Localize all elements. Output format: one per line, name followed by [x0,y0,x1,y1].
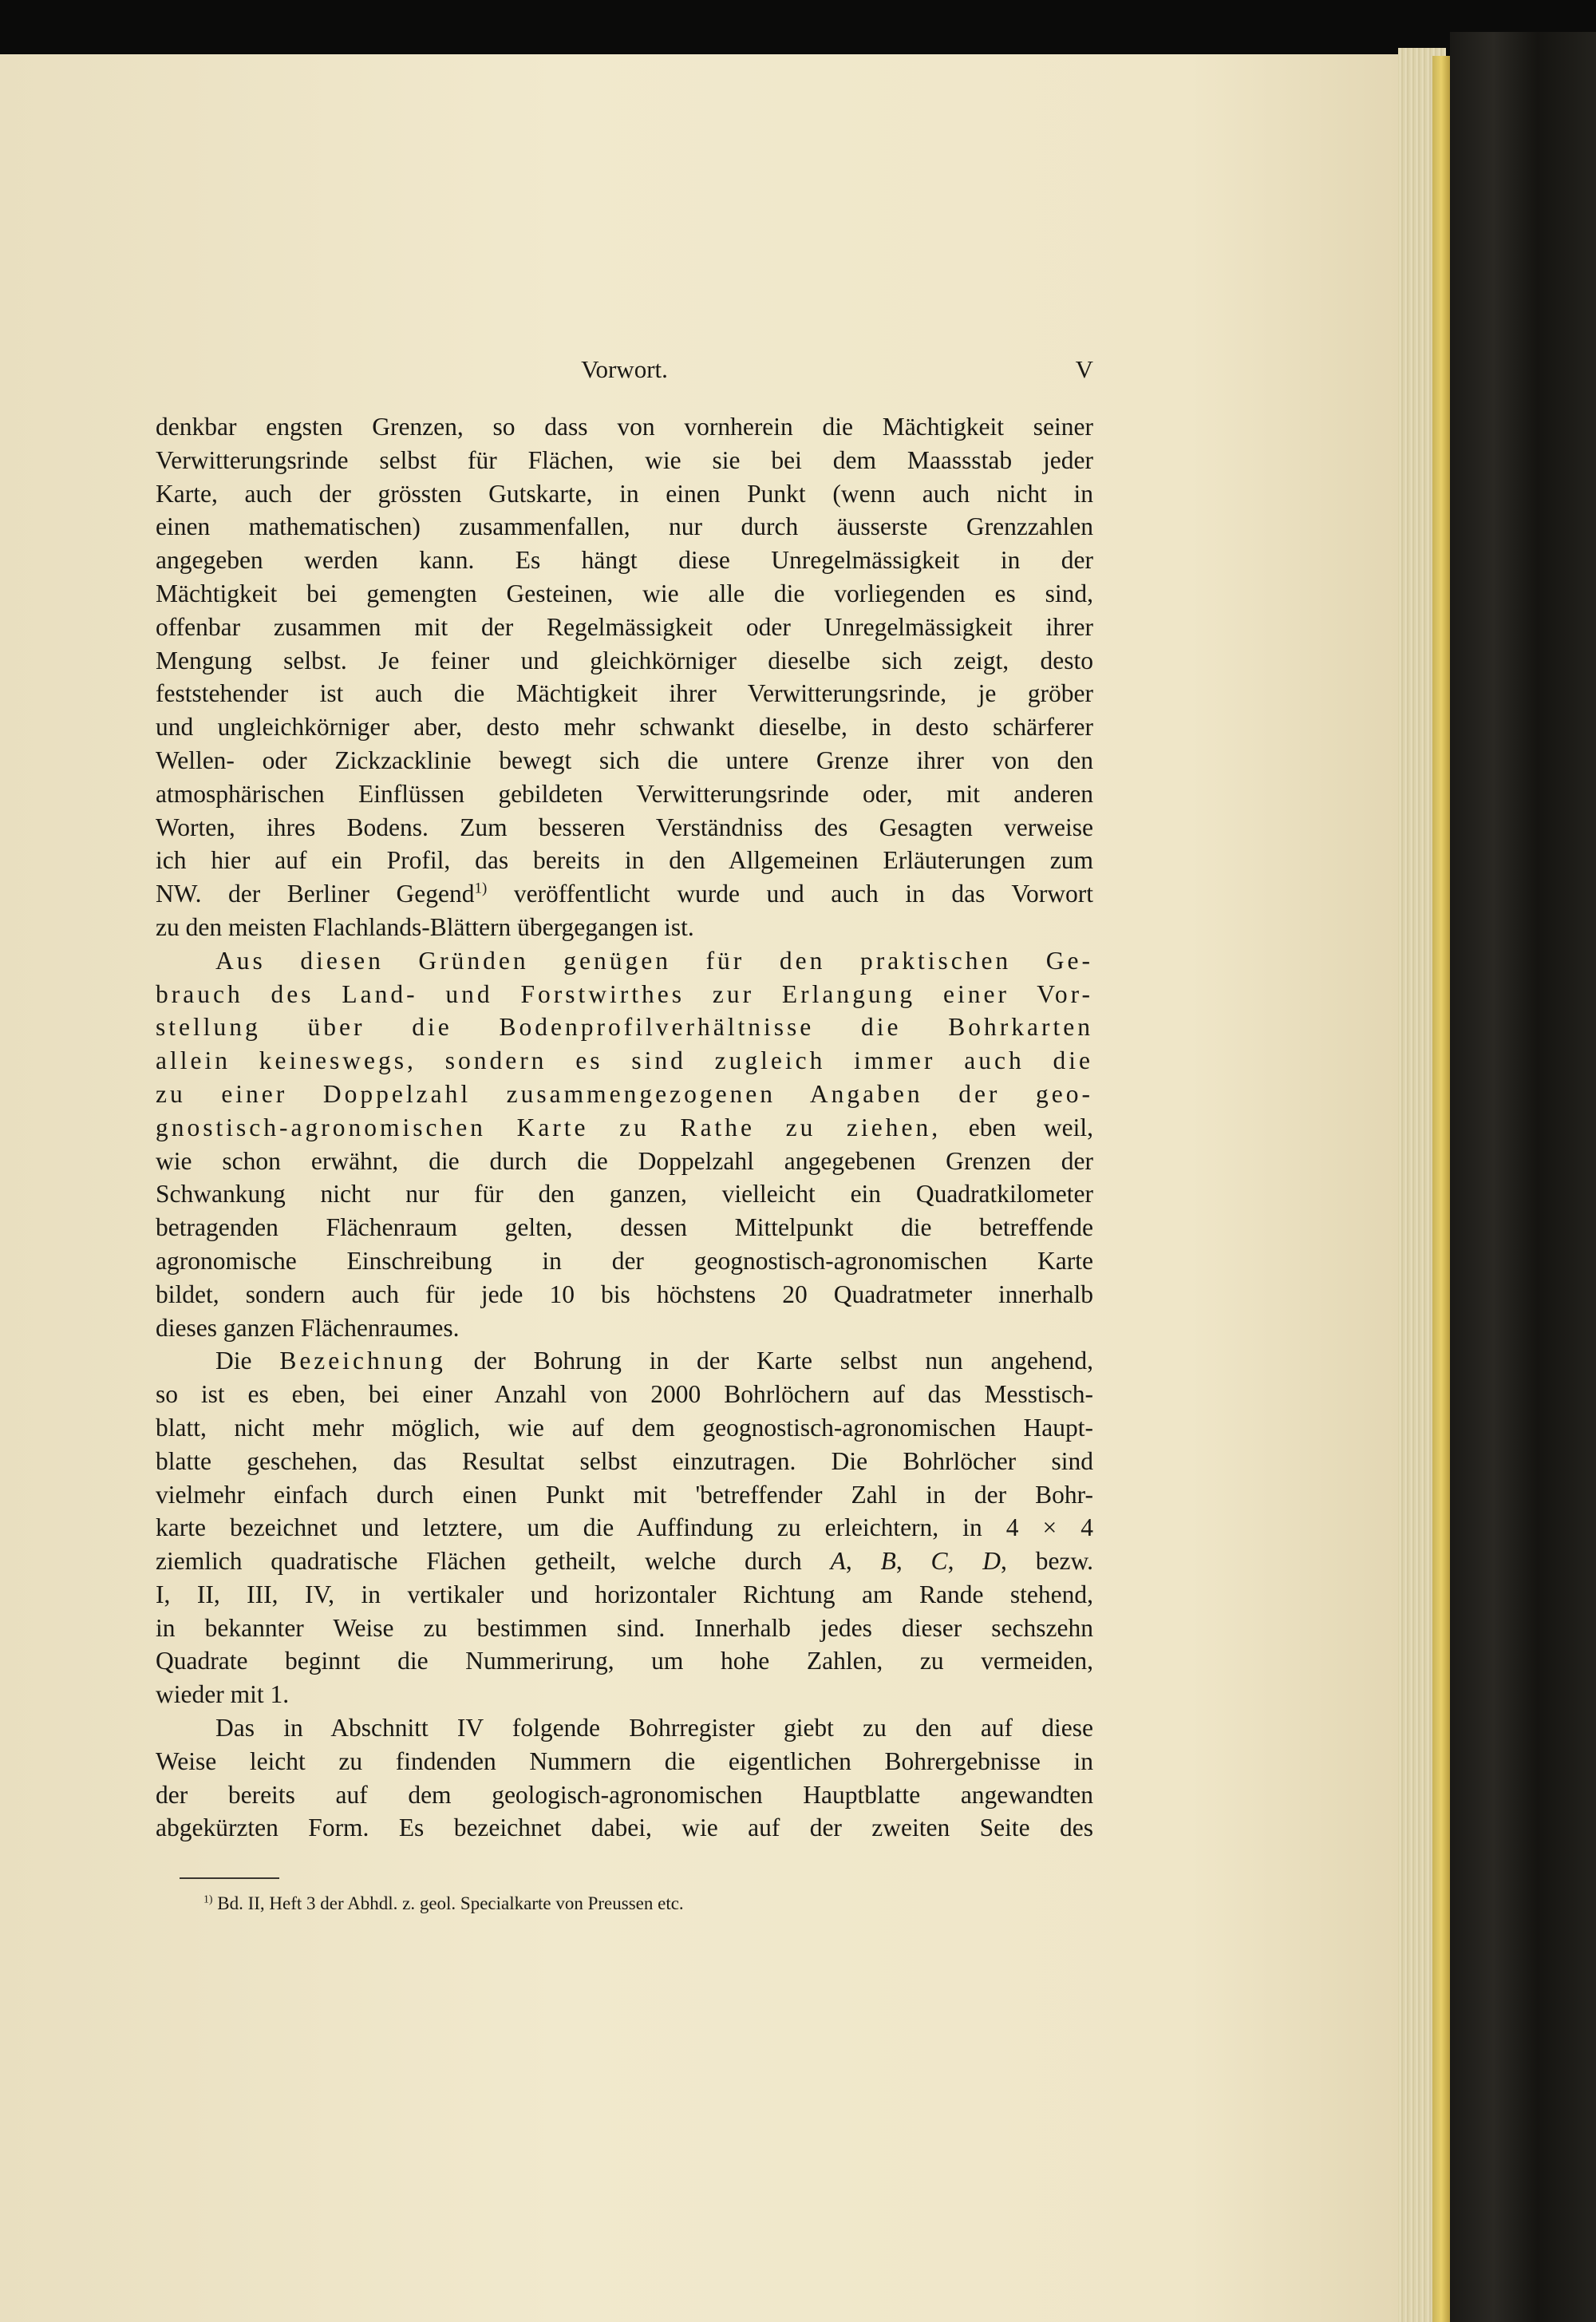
text-segment: ziemlich quadratische Flächen getheilt, welche durch [156,1547,802,1576]
text-line: zu den meisten Flachlands-Blättern übergegangen ist. [156,912,694,941]
body-text [156,410,1093,1845]
text-line: brauch des Land- und Forstwirthes zur Erlangung einer Vor- [156,979,1093,1008]
text-line: abgekürzten Form. Es bezeichnet dabei, wie auf der zweiten Seite des [156,1814,1093,1842]
text-line [156,877,1093,911]
text-line: allein keineswegs, sondern es sind zugleich immer auch die [156,1046,1093,1075]
text-line: Verwitterungsrinde selbst für Flächen, wie sie bei dem Maassstab jeder [156,445,1093,474]
text-segment: B [880,1547,896,1576]
text-line: dieses ganzen Flächenraumes. [156,1313,460,1342]
text-line: feststehender ist auch die Mächtigkeit ihrer Verwitterungsrinde, je gröber [156,679,1093,708]
page-number: V [1075,355,1093,383]
text-line: vielmehr einfach durch einen Punkt mit 'betreffender Zahl in der Bohr- [156,1480,1093,1509]
text-line: betragenden Flächenraum gelten, dessen Mittelpunkt die betreffende [156,1213,1093,1242]
text-line [156,1344,1093,1378]
text-line: Worten, ihres Bodens. Zum besseren Verständniss des Gesagten verweise [156,813,1093,841]
text-line: wie schon erwähnt, die durch die Doppelzahl angegebenen Grenzen der [156,1146,1093,1175]
footnote-reference: 1) [474,880,488,897]
text-line: und ungleichkörniger aber, desto mehr schwankt dieselbe, in desto schärferer [156,713,1093,742]
text-line: Mengung selbst. Je feiner und gleichkörniger dieselbe sich zeigt, desto [156,646,1093,674]
text-line: ich hier auf ein Profil, das bereits in den Allgemeinen Erläuterungen zum [156,846,1093,875]
text-segment: Die [215,1347,252,1375]
text-line: Quadrate beginnt die Nummerirung, um hohe Zahlen, zu vermeiden, [156,1647,1093,1675]
footnote-text: Bd. II, Heft 3 der Abhdl. z. geol. Specialkarte von Preussen etc. [217,1893,684,1913]
text-line: einen mathematischen) zusammenfallen, nur durch äusserste Grenzzahlen [156,512,1093,541]
text-line: in bekannter Weise zu bestimmen sind. Innerhalb jedes dieser sechszehn [156,1613,1093,1642]
text-line: angegeben werden kann. Es hängt diese Unregelmässigkeit in der [156,546,1093,575]
text-line: der bereits auf dem geologisch-agronomischen Hauptblatte angewandten [156,1780,1093,1809]
text-line: so ist es eben, bei einer Anzahl von 2000 Bohrlöchern auf das Messtisch- [156,1380,1093,1409]
page-title: Vorwort. [581,355,668,383]
text-line: Schwankung nicht nur für den ganzen, vielleicht ein Quadratkilometer [156,1180,1093,1208]
text-line: Weise leicht zu findenden Nummern die eigentlichen Bohrergebnisse in [156,1746,1093,1775]
footnote-divider [180,1877,279,1879]
text-line: Mächtigkeit bei gemengten Gesteinen, wie alle die vorliegenden es sind, [156,579,1093,607]
text-line: blatte geschehen, das Resultat selbst einzutragen. Die Bohrlöcher sind [156,1446,1093,1475]
text-segment: NW. der Berliner Gegend [156,880,475,908]
book-binding [1450,32,1596,2322]
text-segment: bezw. [1035,1547,1094,1576]
text-segment: eben weil, [968,1113,1093,1141]
text-line: Karte, auch der grössten Gutskarte, in einen Punkt (wenn auch nicht in [156,479,1093,508]
text-line: zu einer Doppelzahl zusammengezogenen Angaben der geo- [156,1079,1093,1108]
footnote-marker: 1) [203,1893,213,1905]
text-line: Aus diesen Gründen genügen für den praktischen Ge- [215,946,1093,975]
text-line: bildet, sondern auch für jede 10 bis höchstens 20 Quadratmeter innerhalb [156,1280,1093,1308]
text-segment: C [930,1547,948,1576]
text-line: I, II, III, IV, in vertikaler und horizontaler Richtung am Rande stehend, [156,1580,1093,1608]
text-line: denkbar engsten Grenzen, so dass von vornherein die Mächtigkeit seiner [156,413,1093,441]
running-head [156,355,1093,395]
text-line: Wellen- oder Zickzacklinie bewegt sich die untere Grenze ihrer von den [156,746,1093,774]
text-segment: veröffentlicht wurde und auch in das Vorwort [513,880,1094,908]
text-line: atmosphärischen Einflüssen gebildeten Verwitterungsrinde oder, mit anderen [156,779,1093,808]
text-line: blatt, nicht mehr möglich, wie auf dem geognostisch-agronomischen Haupt- [156,1413,1093,1442]
text-segment: D [982,1547,1001,1576]
text-segment: gnostisch-agronomischen Karte zu Rathe zu ziehen, [156,1113,942,1141]
text-segment: Bezeichnung [279,1347,446,1375]
text-line: karte bezeichnet und letztere, um die Auffindung zu erleichtern, in 4 × 4 [156,1513,1093,1542]
gilt-edge [1432,56,1450,2322]
text-line: agronomische Einschreibung in der geognostisch-agronomischen Karte [156,1246,1093,1275]
text-line: ziemlich quadratische Flächen getheilt, welche durch A, B, C, D, bezw. [156,1547,1094,1576]
text-line: Das in Abschnitt IV folgende Bohrregister giebt zu den auf diese [215,1714,1093,1742]
text-line: wieder mit 1. [156,1680,290,1709]
text-line: stellung über die Bodenprofilverhältnisse die Bohrkarten [156,1013,1093,1042]
text-line: offenbar zusammen mit der Regelmässigkeit oder Unregelmässigkeit ihrer [156,612,1093,641]
footnote [203,1893,684,1914]
text-segment: A [830,1547,846,1576]
text-line [156,1111,1093,1145]
text-segment: der Bohrung in der Karte selbst nun angehend, [473,1347,1094,1375]
